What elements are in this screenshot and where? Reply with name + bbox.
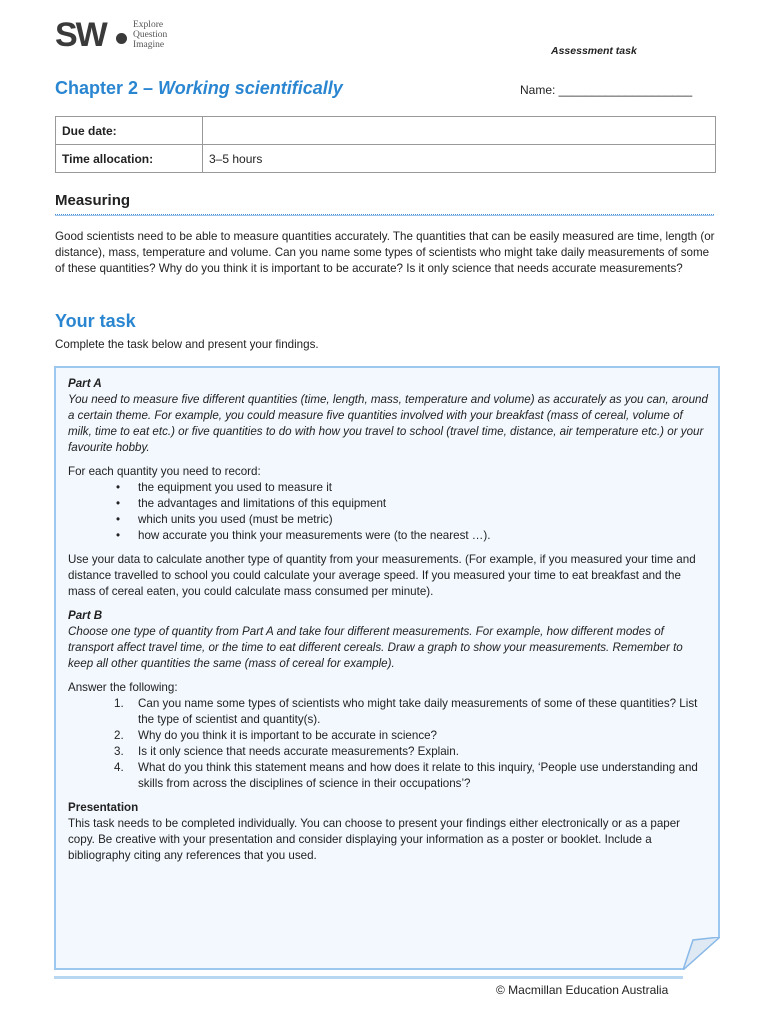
table-row <box>56 145 716 173</box>
question-number: 2. <box>114 729 124 742</box>
page-title <box>55 78 343 99</box>
name-field[interactable]: Name: ____________________ <box>520 83 693 97</box>
list-item <box>114 744 708 760</box>
answer-intro: Answer the following: <box>68 681 178 694</box>
list-item: • the equipment you used to measure it <box>138 480 708 496</box>
logo-dot-icon <box>116 33 127 44</box>
logo-word: Explore <box>133 20 164 30</box>
part-b-text: Choose one type of quantity from Part A and take four different measurements. For example, how different modes of transport affect travel time, or the time to eat different cereals. Draw a graph to show your measurements. Remember to keep all other quantities the same (mass of cereal for example). <box>68 625 683 670</box>
title-italic: Working scientifically <box>158 78 343 98</box>
task-heading: Your task <box>55 311 136 331</box>
calc-text: Use your data to calculate another type of quantity from your measurements. (For example, if you measured your time and distance travelled to school you could calculate your average speed. If you measured your time to eat breakfast and the mass of cereal eaten, you could calculate mass consumed per minute). <box>68 553 696 598</box>
due-date-label: Due date: <box>56 117 203 145</box>
due-date-value[interactable] <box>203 117 716 145</box>
question-text: Why do you think it is important to be accurate in science? <box>138 729 438 742</box>
list-item: • how accurate you think your measurements were (to the nearest …). <box>138 528 708 544</box>
assessment-label: Assessment task <box>551 45 637 57</box>
question-number: 3. <box>114 745 124 758</box>
page-curl-icon <box>683 937 720 970</box>
presentation-heading: Presentation <box>68 801 139 814</box>
part-b-heading: Part B <box>68 609 103 622</box>
table-row <box>56 117 716 145</box>
part-a-text: You need to measure five different quantities (time, length, mass, temperature and volume) as accurately as you can, around a certain theme. For example, you could measure five quantities involved with your breakfast (mass of cereal, volume of milk, time to eat etc.) or five quantities to do with how you travel to school (travel time, distance, air temperature etc.) or your favourite hobby. <box>68 393 708 454</box>
time-allocation-value[interactable]: 3–5 hours <box>203 145 716 173</box>
question-text: Is it only science that needs accurate measurements? Explain. <box>138 745 459 758</box>
time-allocation-label: Time allocation: <box>56 145 203 173</box>
record-intro: For each quantity you need to record: <box>68 465 261 478</box>
copyright: © Macmillan Education Australia <box>496 983 669 997</box>
task-intro: Complete the task below and present your findings. <box>55 338 319 351</box>
question-list <box>114 696 708 792</box>
question-text: What do you think this statement means and how does it relate to this inquiry, ‘People use understanding and skills from across the disciplines of science in their occupations’? <box>138 761 698 790</box>
record-list <box>138 480 708 544</box>
list-item <box>114 760 708 792</box>
logo-word: Imagine <box>133 40 165 50</box>
list-item: • which units you used (must be metric) <box>138 512 708 528</box>
list-item: • the advantages and limitations of this equipment <box>138 496 708 512</box>
title-prefix: Chapter 2 – <box>55 78 159 98</box>
section-divider <box>55 214 714 216</box>
logo-word: Question <box>133 30 168 40</box>
part-a-heading: Part A <box>68 377 102 390</box>
measuring-text: Good scientists need to be able to measure quantities accurately. The quantities that can be easily measured are time, length (or distance), mass, temperature and volume. Can you name some types of scientists who might take daily measurements of some of these quantities? Why do you think it is important to be accurate? Is it only science that needs accurate measurements? <box>55 230 715 275</box>
info-table <box>55 116 716 173</box>
question-number: 1. <box>114 697 124 710</box>
box-shadow <box>54 976 683 979</box>
measuring-heading: Measuring <box>55 192 131 209</box>
question-number: 4. <box>114 761 124 774</box>
logo-mark: SW <box>55 16 106 54</box>
presentation-text: This task needs to be completed individually. You can choose to present your findings either electronically or as a paper copy. Be creative with your presentation and consider displaying your information as a poster or booklet. Include a bibliography citing any references that you used. <box>68 817 681 862</box>
logo-tagline <box>133 20 167 50</box>
task-box-content <box>68 376 708 872</box>
list-item <box>114 696 708 728</box>
list-item <box>114 728 708 744</box>
question-text: Can you name some types of scientists who might take daily measurements of some of these quantities? List the type of scientist and quantity(s). <box>138 697 698 726</box>
